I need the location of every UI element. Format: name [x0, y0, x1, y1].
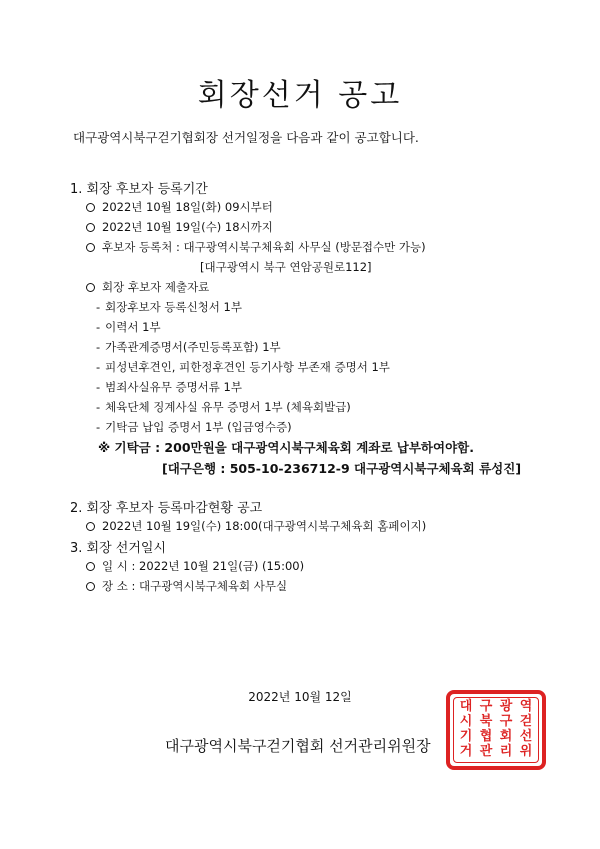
seal-glyph: 협 [479, 729, 493, 744]
circle-bullet-icon [86, 562, 95, 571]
circle-bullet-icon [86, 283, 95, 292]
issue-date: 2022년 10월 12일 [248, 690, 352, 704]
seal-glyph: 리 [499, 744, 513, 759]
circle-bullet-icon [86, 203, 95, 212]
seal-glyph: 광 [499, 699, 513, 714]
seal-glyph: 역 [519, 699, 533, 714]
page-title: 회장선거 공고 [197, 78, 403, 113]
account-info: [대구은행 : 505-10-236712-9 대구광역시북구체육회 류성진] [162, 461, 522, 476]
seal-glyph: 관 [479, 744, 493, 759]
section3-heading: 3. 회장 선거일시 [70, 541, 167, 556]
list-item: - 체육단체 징계사실 유무 증명서 1부 (체육회발급) [96, 400, 351, 414]
circle-bullet-icon [86, 243, 95, 252]
seal-glyph: 기 [459, 729, 473, 744]
address-text: [대구광역시 북구 연암공원로112] [200, 260, 372, 274]
circle-bullet-icon [86, 582, 95, 591]
deposit-note: ※ 기탁금 : 200만원을 대구광역시북구체육회 계좌로 납부하여야함. [98, 440, 474, 455]
seal-glyph: 구 [479, 699, 493, 714]
seal-glyph: 위 [519, 744, 533, 759]
seal-glyph: 시 [459, 714, 473, 729]
seal-glyph: 걷 [519, 714, 533, 729]
circle-bullet-icon [86, 223, 95, 232]
signer-name: 대구광역시북구걷기협회 선거관리위원장 [165, 737, 431, 755]
list-item: - 이력서 1부 [96, 320, 161, 334]
list-item: 2022년 10월 19일(수) 18:00(대구광역시북구체육회 홈페이지) [86, 518, 426, 534]
list-item: 일 시 : 2022년 10월 21일(금) (15:00) [86, 558, 304, 574]
list-item: - 피성년후견인, 피한정후견인 등기사항 부존재 증명서 1부 [96, 360, 390, 374]
circle-bullet-icon [86, 522, 95, 531]
list-item: - 가족관계증명서(주민등록포함) 1부 [96, 340, 281, 354]
docs-heading: 회장 후보자 제출자료 [86, 279, 209, 295]
official-seal-icon [446, 690, 546, 770]
seal-glyph: 회 [499, 729, 513, 744]
section1-heading: 1. 회장 후보자 등록기간 [70, 182, 208, 197]
seal-glyph: 선 [519, 729, 533, 744]
list-item: 2022년 10월 18일(화) 09시부터 [86, 199, 273, 215]
seal-glyph: 구 [499, 714, 513, 729]
list-item: 후보자 등록처 : 대구광역시북구체육회 사무실 (방문접수만 가능) [86, 239, 426, 255]
intro-text: 대구광역시북구걷기협회장 선거일정을 다음과 같이 공고합니다. [73, 130, 419, 145]
seal-glyph: 북 [479, 714, 493, 729]
list-item: - 범죄사실유무 증명서류 1부 [96, 380, 242, 394]
list-item: 장 소 : 대구광역시북구체육회 사무실 [86, 578, 287, 594]
list-item: 2022년 10월 19일(수) 18시까지 [86, 219, 273, 235]
section2-heading: 2. 회장 후보자 등록마감현황 공고 [70, 501, 263, 516]
seal-glyph: 거 [459, 744, 473, 759]
seal-glyph: 대 [459, 699, 473, 714]
list-item: - 회장후보자 등록신청서 1부 [96, 300, 242, 314]
seal-grid [453, 697, 539, 763]
list-item: - 기탁금 납입 증명서 1부 (입금영수증) [96, 420, 292, 434]
